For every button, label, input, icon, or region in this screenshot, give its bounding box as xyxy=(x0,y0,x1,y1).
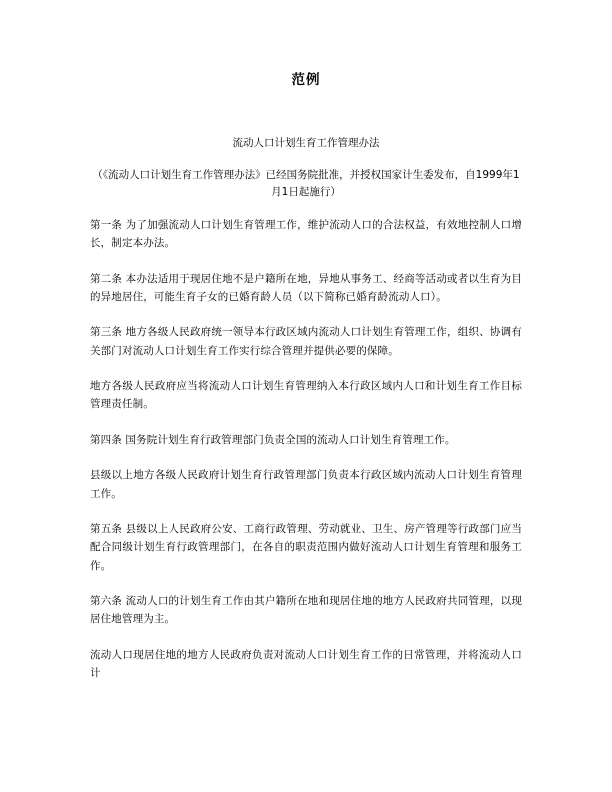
document-body xyxy=(0,135,612,683)
paragraph: 第五条 县级以上人民政府公安、工商行政管理、劳动就业、卫生、房产管理等行政部门应当配合同级计划生育行政管理部门，在各自的职责范围内做好流动人口计划生育管理和服务工作。 xyxy=(90,522,522,572)
paragraph: 县级以上地方各级人民政府计划生育行政管理部门负责本行政区域内流动人口计划生育管理工作。 xyxy=(90,469,522,500)
paragraph: 第四条 国务院计划生育行政管理部门负责全国的流动人口计划生育管理工作。 xyxy=(90,433,456,446)
document-subtitle-line-2: （《流动人口计划生育工作管理办法》已经国务院批准，并授权国家计生委发布，自1999年1月1日起施行） xyxy=(92,169,520,198)
paragraph: 第六条 流动人口的计划生育工作由其户籍所在地和现居住地的地方人民政府共同管理，以现居住地管理为主。 xyxy=(90,595,522,626)
page-title: 范例 xyxy=(291,72,321,88)
paragraph: 地方各级人民政府应当将流动人口计划生育管理纳入本行政区域内人口和计划生育工作目标管理责任制。 xyxy=(90,380,522,411)
paragraph: 流动人口现居住地的地方人民政府负责对流动人口计划生育工作的日常管理，并将流动人口计 xyxy=(90,648,522,680)
document-subtitle-line-1: 流动人口计划生育工作管理办法 xyxy=(232,137,380,149)
paragraph: 第二条 本办法适用于现居住地不是户籍所在地，异地从事务工、经商等活动或者以生育为目的异地居住，可能生育子女的已婚育龄人员（以下简称已婚育龄流动人口）。 xyxy=(90,272,522,303)
paragraph: 第三条 地方各级人民政府统一领导本行政区域内流动人口计划生育管理工作，组织、协调有关部门对流动人口计划生育工作实行综合管理并提供必要的保障。 xyxy=(90,326,522,357)
paragraph: 第一条 为了加强流动人口计划生育管理工作，维护流动人口的合法权益，有效地控制人口增长，制定本办法。 xyxy=(90,218,522,250)
